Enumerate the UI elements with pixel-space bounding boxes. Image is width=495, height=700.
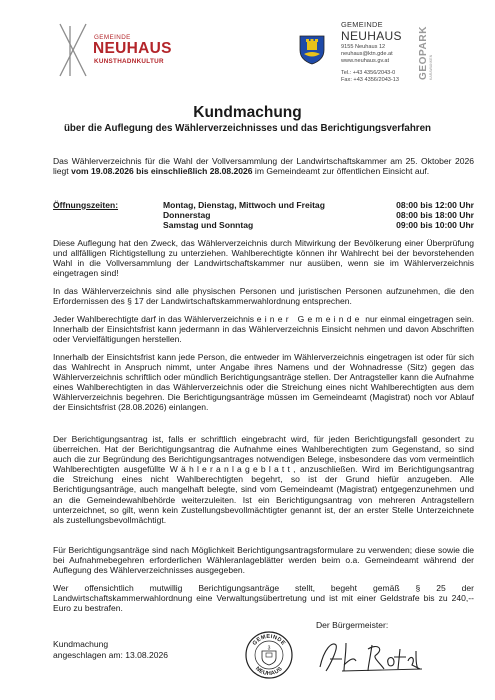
address-block — [341, 44, 393, 66]
municipal-seal-stamp — [244, 630, 294, 680]
submission-emphasis: Wähleranlageblatt — [169, 464, 294, 475]
opening-hours-days: Donnerstag — [163, 210, 211, 220]
document-title: Kundmachung — [193, 104, 302, 121]
brand-name: NEUHAUS — [93, 40, 172, 57]
address-label: GEMEINDE — [341, 20, 383, 29]
address-email: neuhaus@ktn.gde.at — [341, 51, 393, 58]
address-municipality: NEUHAUS — [341, 28, 402, 43]
fax-number: Fax: +43 4356/2043-13 — [341, 77, 400, 84]
mayor-label: Der Bürgermeister: — [316, 620, 389, 630]
opening-hours-time: 08:00 bis 12:00 Uhr — [396, 200, 474, 210]
mayor-signature — [312, 635, 432, 677]
intro-text-a: Das Wählerverzeichnis für die Wahl der Vollversammlung der Landwirtschaftskammer am 25. Oktober 2026 liegt — [53, 156, 474, 177]
intro-text-c: im Gemeindeamt zur öffentlichen Einsicht auf. — [252, 166, 430, 177]
inspection-text-a: Jeder Wahlberechtigte darf in das Wählerverzeichnis — [53, 314, 257, 324]
opening-hours-days: Montag, Dienstag, Mittwoch und Freitag — [163, 200, 325, 210]
penalty-paragraph: Wer offensichtlich mutwillig Berichtigungsanträge stellt, begeht gemäß § 25 der Landwirtschaftskammerwahlordnung eine Verwaltungsübertretung und ist mit einer Geldstrafe bis zu 240,-- Euro zu bestrafen. — [53, 583, 474, 614]
municipality-logo-lines — [58, 22, 88, 78]
submission-text-a: Der Berichtigungsantrag ist, falls er schriftlich eingebracht wird, für jeden Berichtigungsfall gesondert zu überreichen. Hat der Berichtigungsantrag die Aufnahme eines Wahlberechtigten zum Gegenstand, so sind auch die zur Begründung des Berichtigungsantrages notwendigen Belege, insbesondere das vom vermeintlich Wahlberechtigten ausgefüllte — [53, 434, 474, 475]
forms-paragraph: Für Berichtigungsanträge sind nach Möglichkeit Berichtigungsantragsformulare zu verwenden; diese sowie die bei Aufnahmebegehren erforderlichen Wähleranlageblätter werden beim o.a. Gemeindeamt während der Auflegung des Wählerverzeichnisses ausgegeben. — [53, 545, 474, 576]
correction-submission-paragraph — [53, 434, 474, 525]
opening-hours-label: Öffnungszeiten: — [53, 200, 119, 210]
correction-request-paragraph: Innerhalb der Einsichtsfrist kann jede Person, die entweder im Wählerverzeichnis eingetragen ist oder für sich das Wahlrecht in Anspruch nimmt, unter Angabe ihres Namens und der Wohnadresse (Sitz) gegen das Wählerverzeichnis schriftlich oder mündlich Berichtigungsanträge stellen. Der Antragsteller kann die Aufnahme eines Wahlberechtigten in das Wählerverzeichnis oder die Streichung eines nicht Wahlberechtigten aus dem Wählerverzeichnis begehren. Die Berichtigungsanträge müssen im Gemeindeamt (Magistrat) noch vor Ablauf der Einsichtsfrist (28.08.2026) einlangen. — [53, 352, 474, 413]
posting-note — [53, 639, 168, 660]
brand-tagline: KUNSTHADNKULTUR — [94, 57, 164, 65]
intro-dates: vom 19.08.2026 bis einschließlich 28.08.2026 — [71, 166, 253, 177]
posting-note-title: Kundmachung — [53, 639, 109, 649]
geopark-label: GEOPARK — [418, 25, 429, 80]
opening-hours-time: 09:00 bis 10:00 Uhr — [396, 220, 474, 230]
document-subtitle: über die Auflegung des Wählerverzeichnisses und das Berichtigungsverfahren — [63, 123, 432, 134]
geopark-sublabel: KARAWANKEN — [429, 54, 433, 80]
inspection-text-c: nur einmal eingetragen sein. Innerhalb der Einsichtsfrist kann jedermann in das Wählerverzeichnis Einsicht nehmen und davon Abschriften oder Vervielfältigungen herstellen. — [53, 314, 474, 345]
opening-hours-days: Samstag und Sonntag — [163, 220, 254, 230]
purpose-paragraph: Diese Auflegung hat den Zweck, das Wählerverzeichnis durch Mitwirkung der Bevölkerung einer Überprüfung und allfälligen Richtigstellung zu unterziehen. Wahlberechtigte können ihr Wahlrecht bei der bevorstehenden Wahl in die Vollversammlung der Landwirtschaftskammer nur ausüben, wenn sie im Wählerverzeichnis eingetragen sind! — [53, 238, 474, 279]
submission-text-c: , anzuschließen. Wird im Berichtigungsantrag die Streichung eines nicht Wahlberechtigten begehrt, so ist der Grund hiefür anzugeben. Alle Berichtigungsanträge, auch mangelhaft belegte, sind vom Gemeindeamt (Magistrat) entgegenzunehmen und an die Gemeindewahlbehörde weiterzuleiten. Ist ein Berichtigungsantrag von mehreren Antragstellern unterzeichnet, so gilt, wenn kein Zustellungsbevollmächtigter genannt ist, der an erster Stelle Unterzeichnete als zustellungsbevollmächtigt. — [53, 464, 474, 525]
svg-text:3: 3 — [267, 645, 271, 652]
coat-of-arms-icon — [299, 35, 325, 65]
svg-text:NEUHAUS: NEUHAUS — [254, 665, 284, 677]
brand-label-small: GEMEINDE — [94, 34, 131, 41]
opening-hours-time: 08:00 bis 18:00 Uhr — [396, 210, 474, 220]
posting-date: angeschlagen am: 13.08.2026 — [53, 649, 168, 660]
inspection-emphasis: einer Gemeinde — [256, 314, 363, 324]
phone-number: Tel.: +43 4356/2043-0 — [341, 70, 396, 76]
address-street: 9155 Neuhaus 12 — [341, 44, 386, 50]
inspection-paragraph — [53, 314, 474, 344]
contact-block — [341, 70, 399, 84]
address-website: www.neuhaus.gv.at — [341, 58, 390, 65]
eligibility-paragraph: In das Wählerverzeichnis sind alle physischen Personen und juristischen Personen aufzunehmen, die den Erfordernissen des § 17 der Landwirtschaftskammerwahlordnung entsprechen. — [53, 286, 474, 307]
svg-text:GEMEINDE: GEMEINDE — [251, 633, 287, 647]
intro-paragraph — [53, 156, 474, 176]
